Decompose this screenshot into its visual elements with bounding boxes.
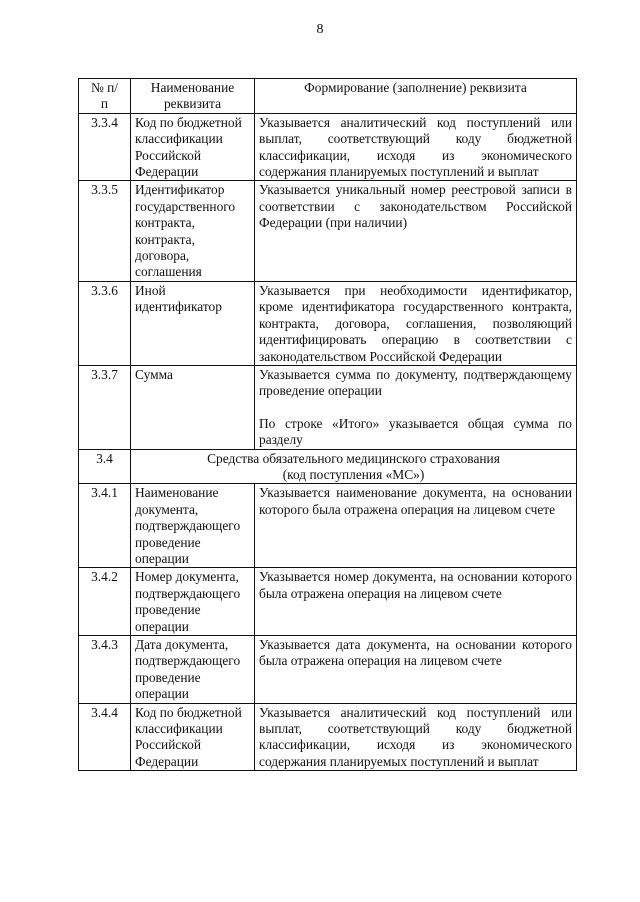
description-paragraph: Указывается аналитический код поступлений или выплат, соответствующий коду бюджетной классификации, исходя из экономического содержания планируемых поступлений и выплат — [259, 114, 572, 180]
table-header-row — [79, 79, 577, 114]
row-requisite-name: Код по бюджетной классификации Российской Федерации — [131, 703, 255, 771]
row-number: 3.4.3 — [79, 636, 131, 704]
header-fill: Формирование (заполнение) реквизита — [255, 79, 577, 114]
row-requisite-name: Иной идентификатор — [131, 281, 255, 365]
header-name: Наименование реквизита — [131, 79, 255, 114]
table-body-section-header — [79, 449, 577, 484]
row-description — [255, 484, 577, 568]
table-row — [79, 281, 577, 365]
description-paragraph: Указывается уникальный номер реестровой записи в соответствии с законодательством Российской Федерации (при наличии) — [259, 182, 572, 231]
section-title — [131, 449, 577, 484]
table-body-section-3-4 — [79, 484, 577, 771]
table-row — [79, 703, 577, 771]
row-description — [255, 636, 577, 704]
row-number: 3.3.7 — [79, 365, 131, 449]
section-num: 3.4 — [79, 449, 131, 484]
requisites-table — [78, 78, 577, 771]
row-requisite-name: Идентификатор государственного контракта, контракта, договора, соглашения — [131, 181, 255, 281]
section-row — [79, 449, 577, 484]
description-paragraph: Указывается аналитический код поступлений или выплат, соответствующий коду бюджетной классификации, исходя из экономического содержания планируемых поступлений и выплат — [259, 704, 572, 769]
table-row — [79, 113, 577, 181]
row-number: 3.4.2 — [79, 568, 131, 636]
row-number: 3.4.1 — [79, 484, 131, 568]
table-row — [79, 181, 577, 281]
table-body-section-3-3 — [79, 113, 577, 449]
row-requisite-name: Номер документа, подтверждающего проведение операции — [131, 568, 255, 636]
description-paragraph: Указывается сумма по документу, подтверждающему проведение операции — [259, 366, 572, 399]
paragraph-gap — [259, 400, 572, 416]
row-number: 3.3.6 — [79, 281, 131, 365]
page-number: 8 — [316, 22, 324, 37]
row-number: 3.3.5 — [79, 181, 131, 281]
row-requisite-name: Наименование документа, подтверждающего проведение операции — [131, 484, 255, 568]
row-number: 3.3.4 — [79, 113, 131, 181]
row-requisite-name: Код по бюджетной классификации Российской Федерации — [131, 113, 255, 181]
description-paragraph: По строке «Итого» указывается общая сумма по разделу — [259, 415, 572, 448]
description-paragraph: Указывается наименование документа, на основании которого была отражена операция на лицевом счете — [259, 485, 572, 517]
row-description — [255, 281, 577, 365]
row-description — [255, 365, 577, 449]
description-paragraph: Указывается при необходимости идентификатор, кроме идентификатора государственного контракта, контракта, договора, соглашения, позволяющий идентифицировать операцию в соответствии с законодательством Российской Федерации — [259, 282, 572, 364]
row-requisite-name: Дата документа, подтверждающего проведение операции — [131, 636, 255, 704]
section-title-line2: (код поступления «МС») — [282, 466, 425, 482]
row-description — [255, 568, 577, 636]
header-num: № п/п — [79, 79, 131, 114]
row-requisite-name: Сумма — [131, 365, 255, 449]
description-paragraph: Указывается дата документа, на основании которого была отражена операция на лицевом счете — [259, 637, 572, 669]
section-title-line1: Средства обязательного медицинского страхования — [207, 450, 500, 466]
table-row — [79, 365, 577, 449]
row-description — [255, 181, 577, 281]
table-row — [79, 568, 577, 636]
row-number: 3.4.4 — [79, 703, 131, 771]
table-row — [79, 484, 577, 568]
table-row — [79, 636, 577, 704]
row-description — [255, 113, 577, 181]
row-description — [255, 703, 577, 771]
description-paragraph: Указывается номер документа, на основании которого была отражена операция на лицевом счете — [259, 569, 572, 601]
